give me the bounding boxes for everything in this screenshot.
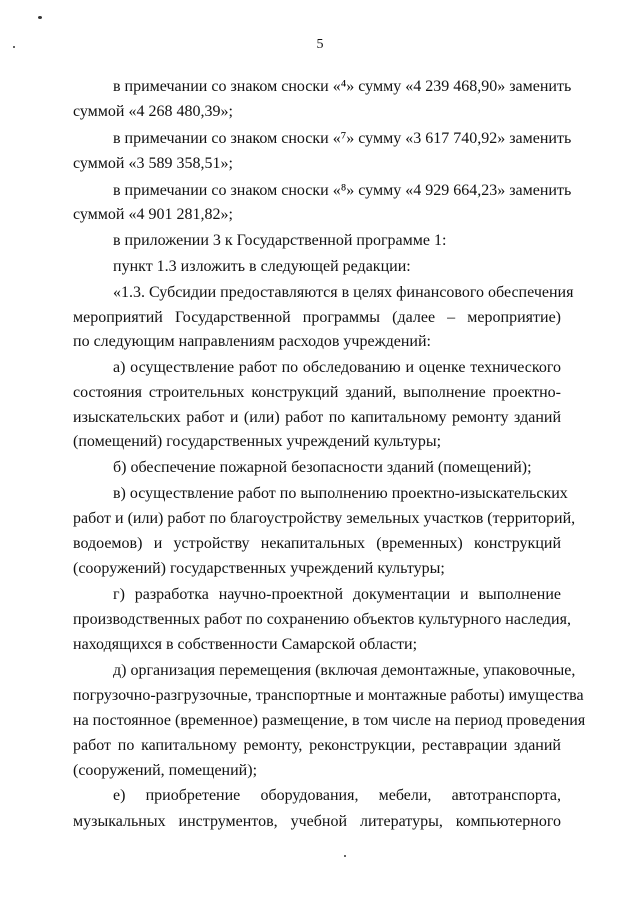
text-line: (сооружений) государственных учреждений культуры;	[73, 560, 445, 577]
text-line: (сооружений, помещений);	[73, 762, 258, 779]
text-line: производственных работ по сохранению объектов культурного наследия,	[73, 611, 571, 628]
text-line: состояния строительных конструкций зданий, выполнение проектно-	[73, 384, 561, 401]
text-line: «1.3. Субсидии предоставляются в целях финансового обеспечения	[113, 284, 574, 301]
scan-speck	[38, 16, 42, 19]
text-line: е) приобретение оборудования, мебели, автотранспорта,	[113, 787, 561, 804]
page-number: 5	[316, 37, 324, 52]
text-line: суммой «3 589 358,51»;	[73, 155, 233, 172]
text-line: музыкальных инструментов, учебной литературы, компьютерного	[73, 813, 561, 830]
scan-speck	[344, 855, 346, 857]
text-line: (помещений) государственных учреждений культуры;	[73, 433, 442, 450]
text-line: работ по капитальному ремонту, реконструкции, реставрации зданий	[73, 737, 561, 754]
text-line: мероприятий Государственной программы (далее – мероприятие)	[73, 309, 561, 326]
text-line: г) разработка научно-проектной документации и выполнение	[113, 586, 561, 603]
text-line: суммой «4 268 480,39»;	[73, 103, 233, 120]
text-line: изыскательских работ и (или) работ по капитальному ремонту зданий	[73, 409, 561, 426]
text-line: водоемов) и устройству некапитальных (временных) конструкций	[73, 535, 561, 552]
text-line: в) осуществление работ по выполнению проектно-изыскательских	[113, 485, 568, 502]
text-line: по следующим направлениям расходов учреждений:	[73, 333, 431, 350]
text-line: погрузочно-разгрузочные, транспортные и монтажные работы) имущества	[73, 687, 584, 704]
text-line: в примечании со знаком сноски «⁸» сумму «4 929 664,23» заменить	[113, 182, 572, 199]
text-line: д) организация перемещения (включая демонтажные, упаковочные,	[113, 662, 576, 679]
text-line: в примечании со знаком сноски «⁷» сумму «3 617 740,92» заменить	[113, 130, 572, 147]
text-line: а) осуществление работ по обследованию и оценке технического	[113, 359, 561, 376]
text-line: пункт 1.3 изложить в следующей редакции:	[113, 258, 411, 275]
text-line: находящихся в собственности Самарской области;	[73, 636, 418, 653]
text-line: в примечании со знаком сноски «⁴» сумму «4 239 468,90» заменить	[113, 78, 572, 95]
text-line: в приложении 3 к Государственной программе 1:	[113, 232, 447, 249]
text-line: на постоянное (временное) размещение, в том числе на период проведения	[73, 712, 586, 729]
text-line: работ и (или) работ по благоустройству земельных участков (территорий,	[73, 510, 576, 527]
text-line: б) обеспечение пожарной безопасности зданий (помещений);	[113, 459, 532, 476]
text-line: суммой «4 901 281,82»;	[73, 206, 233, 223]
